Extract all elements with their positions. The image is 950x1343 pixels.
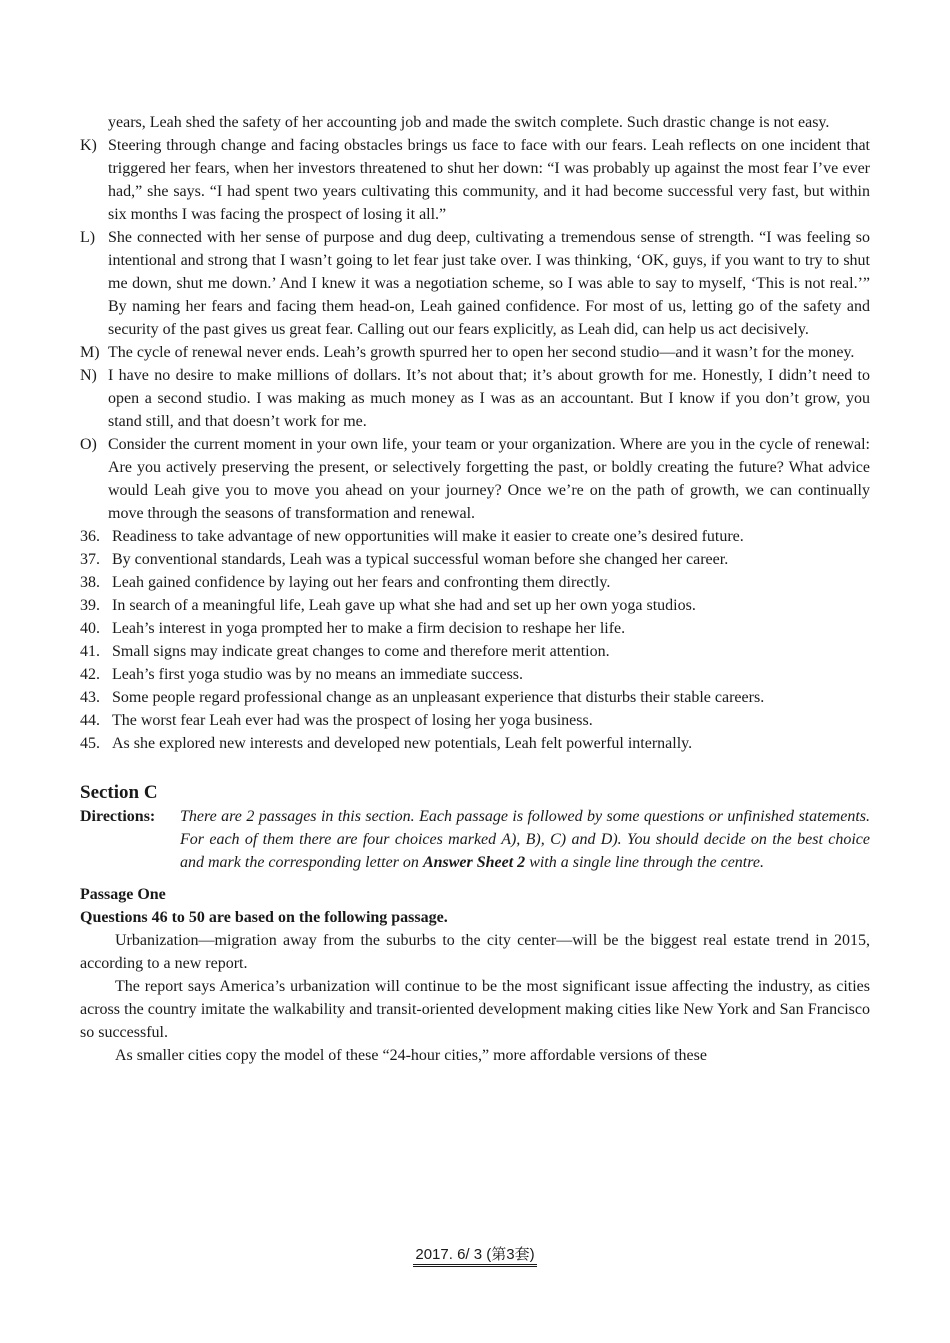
question-item bbox=[80, 640, 870, 663]
questions-list bbox=[80, 525, 870, 755]
question-number: 42. bbox=[80, 666, 100, 683]
passage-title: Passage One bbox=[80, 886, 166, 903]
question-item bbox=[80, 732, 870, 755]
answer-sheet-reference: Answer Sheet 2 bbox=[422, 854, 526, 871]
question-item bbox=[80, 617, 870, 640]
question-number: 44. bbox=[80, 712, 100, 729]
list-item bbox=[80, 433, 870, 525]
list-item bbox=[80, 364, 870, 433]
list-item bbox=[80, 134, 870, 226]
item-text: Steering through change and facing obstacles brings us face to face with our fears. Leah reflects on one incident that triggered her fears, when her investors threatened to shut her down: “I was probably up against the most fear I’ve ever had,” she says. “I had spent two years cultivating this community, and it had become successful very fast, but within six months I was facing the prospect of losing it all.” bbox=[108, 137, 870, 223]
question-text: By conventional standards, Leah was a typical successful woman before she changed her career. bbox=[112, 551, 729, 568]
list-item bbox=[80, 341, 870, 364]
page-content bbox=[80, 111, 870, 1067]
question-text: Leah’s interest in yoga prompted her to make a firm decision to reshape her life. bbox=[112, 620, 626, 637]
item-label: L) bbox=[80, 229, 96, 246]
page-number-label: 2017. 6/ 3 (第3套) bbox=[413, 1246, 536, 1267]
section-c-title: Section C bbox=[80, 782, 158, 803]
passage-paragraph: Urbanization—migration away from the suburbs to the city center—will be the biggest real estate trend in 2015, according to a new report. bbox=[80, 932, 870, 972]
passage-subtitle: Questions 46 to 50 are based on the following passage. bbox=[80, 909, 448, 926]
question-number: 41. bbox=[80, 643, 100, 660]
question-text: Small signs may indicate great changes to come and therefore merit attention. bbox=[112, 643, 610, 660]
item-j-continuation: years, Leah shed the safety of her accounting job and made the switch complete. Such drastic change is not easy. bbox=[108, 114, 830, 131]
item-text: She connected with her sense of purpose and dug deep, cultivating a tremendous sense of strength. “I was feeling so intentional and strong that I wasn’t going to let fear just take over. I was thinking, ‘OK, guys, if you want to try to shut me down, shut me down.’ And I knew it was a negotiation scheme, so I was able to say to myself, ‘This is not real.’” By naming her fears and facing them head-on, Leah gained confidence. For most of us, letting go of the safety and security of the past gives us great fear. Calling out our fears explicitly, as Leah did, can help us act decisively. bbox=[108, 229, 870, 338]
item-label: K) bbox=[80, 137, 97, 154]
item-label: M) bbox=[80, 344, 100, 361]
question-text: In search of a meaningful life, Leah gave up what she had and set up her own yoga studios. bbox=[112, 597, 696, 614]
question-number: 43. bbox=[80, 689, 100, 706]
question-text: Leah’s first yoga studio was by no means an immediate success. bbox=[112, 666, 524, 683]
question-number: 39. bbox=[80, 597, 100, 614]
question-text: As she explored new interests and developed new potentials, Leah felt powerful internally. bbox=[112, 735, 693, 752]
directions-text-part-2: with a single line through the centre. bbox=[525, 854, 764, 871]
item-label: O) bbox=[80, 436, 97, 453]
question-number: 40. bbox=[80, 620, 100, 637]
directions-label: Directions: bbox=[80, 808, 156, 825]
directions-block bbox=[80, 805, 870, 874]
directions-text bbox=[180, 808, 870, 871]
question-item bbox=[80, 571, 870, 594]
question-text: Some people regard professional change as an unpleasant experience that disturbs their stable careers. bbox=[112, 689, 765, 706]
page-footer bbox=[0, 1243, 950, 1264]
question-item bbox=[80, 686, 870, 709]
item-text: I have no desire to make millions of dollars. It’s not about that; it’s about growth for me. Honestly, I didn’t need to open a second studio. I was making as much money as I was as an accountant. But I know if you don’t grow, you stand still, and that doesn’t work for me. bbox=[108, 367, 870, 430]
question-number: 36. bbox=[80, 528, 100, 545]
question-item bbox=[80, 548, 870, 571]
question-item bbox=[80, 709, 870, 732]
list-item bbox=[80, 226, 870, 341]
question-number: 37. bbox=[80, 551, 100, 568]
item-label: N) bbox=[80, 367, 97, 384]
items-list bbox=[80, 134, 870, 525]
item-text: The cycle of renewal never ends. Leah’s growth spurred her to open her second studio—and it wasn’t for the money. bbox=[108, 344, 855, 361]
question-text: The worst fear Leah ever had was the prospect of losing her yoga business. bbox=[112, 712, 593, 729]
question-item bbox=[80, 663, 870, 686]
question-number: 38. bbox=[80, 574, 100, 591]
passage-paragraph: As smaller cities copy the model of these “24-hour cities,” more affordable versions of these bbox=[115, 1047, 707, 1064]
directions-text-part-1: There are 2 passages in this section. Each passage is followed by some questions or unfinished statements. For each of them there are four choices marked A), B), C) and D). You should decide on the best choice and mark the corresponding letter on bbox=[180, 808, 870, 871]
question-item bbox=[80, 594, 870, 617]
question-text: Readiness to take advantage of new opportunities will make it easier to create one’s desired future. bbox=[112, 528, 744, 545]
question-text: Leah gained confidence by laying out her fears and confronting them directly. bbox=[112, 574, 611, 591]
question-item bbox=[80, 525, 870, 548]
item-text: Consider the current moment in your own life, your team or your organization. Where are you in the cycle of renewal: Are you actively preserving the present, or selectively forgetting the past, or boldly creating the future? What advice would Leah give you to move you ahead on your journey? Once we’re on the path of growth, we can continually move through the seasons of transformation and renewal. bbox=[108, 436, 870, 522]
question-number: 45. bbox=[80, 735, 100, 752]
passage-paragraph: The report says America’s urbanization will continue to be the most significant issue affecting the industry, as cities across the country imitate the walkability and transit-oriented development making cities like New York and San Francisco so successful. bbox=[80, 978, 870, 1041]
